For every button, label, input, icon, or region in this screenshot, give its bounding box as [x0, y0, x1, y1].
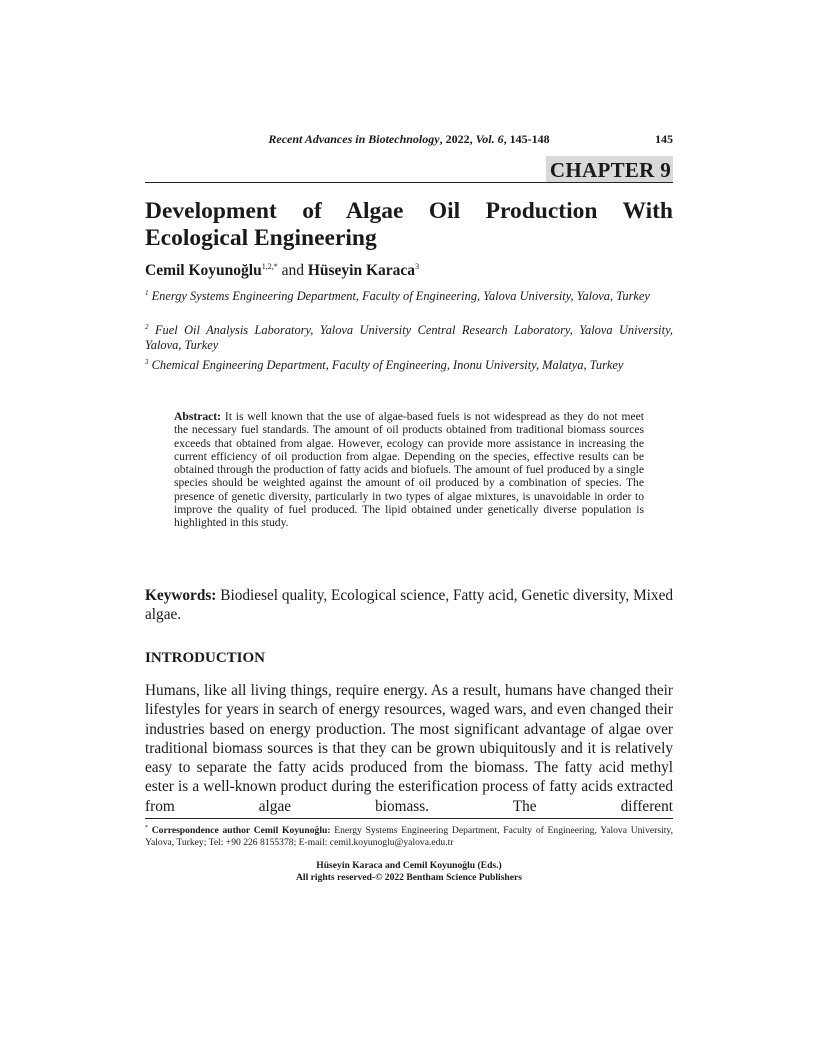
affiliation-2-text: Fuel Oil Analysis Laboratory, Yalova University Central Research Laboratory, Yalova University, Yalova, Turkey — [145, 323, 673, 352]
running-head — [145, 132, 673, 150]
footnote-text: Energy Systems Engineering Department, Faculty of Engineering, Yalova University, Yalova, Turkey; Tel: +90 226 8155378; E-mail: cemil.koyunoglu@yalova.edu.tr — [145, 825, 673, 848]
chapter-label: CHAPTER 9 — [546, 156, 673, 182]
affiliation-3-text: Chemical Engineering Department, Faculty of Engineering, Inonu University, Malatya, Turkey — [151, 358, 624, 372]
abstract-label: Abstract: — [174, 410, 222, 423]
title-line-2: Ecological Engineering — [145, 225, 377, 251]
journal-citation: Recent Advances in Biotechnology, 2022, Vol. 6, 145-148 — [268, 132, 550, 146]
journal-name: Recent Advances in Biotechnology — [268, 132, 440, 146]
keywords — [145, 586, 673, 624]
footnote-label: Correspondence author Cemil Koyunoğlu: — [151, 825, 331, 836]
journal-pages: 145-148 — [509, 132, 550, 146]
rights-line: All rights reserved-© 2022 Bentham Science Publishers — [295, 872, 523, 883]
editors-line: Hüseyin Karaca and Cemil Koyunoğlu (Eds.) — [316, 860, 502, 871]
journal-year: 2022 — [445, 132, 470, 146]
affiliation-1-number: 1 — [145, 289, 149, 297]
correspondence-footnote — [145, 822, 673, 849]
page-number: 145 — [655, 132, 673, 146]
title-line-1: Development of Algae Oil Production With — [145, 198, 673, 224]
affiliation-1-text: Energy Systems Engineering Department, Faculty of Engineering, Yalova University, Yalova, Turkey — [151, 289, 650, 303]
affiliation-2-number: 2 — [145, 323, 149, 331]
header-divider — [145, 182, 673, 183]
section-heading: INTRODUCTION — [145, 650, 266, 666]
footnote-divider — [145, 818, 673, 819]
author-1: Cemil Koyunoğlu — [145, 262, 262, 279]
keywords-text: Biodiesel quality, Ecological science, Fatty acid, Genetic diversity, Mixed algae. — [145, 587, 674, 623]
author-conjunction: and — [281, 262, 304, 279]
affiliation-3 — [145, 355, 673, 373]
affiliation-1 — [145, 286, 673, 304]
author-list — [145, 262, 419, 280]
abstract-text: It is well known that the use of algae-based fuels is not widespread as they do not meet the necessary fuel standards. The amount of oil products obtained from traditional biomass sources exceeds that obtained from algae. However, ecology can provide more assistance in increasing the current efficiency of oil production from algae. Depending on the species, effective results can be obtained through the production of fatty acids and biofuels. The amount of fuel produced by a single species should be weighted against the amount of oil produced by a combination of species. The presence of genetic diversity, particularly in two types of algae mixtures, is unavoidable in order to improve the quality of fuel produced. The lipid obtained under genetically diverse population is highlighted in this study. — [174, 410, 644, 530]
keywords-label: Keywords: — [145, 587, 217, 604]
affiliation-2 — [145, 320, 673, 353]
footnote-mark: * — [145, 825, 148, 831]
abstract — [174, 410, 644, 530]
introduction-paragraph: Humans, like all living things, require energy. As a result, humans have changed their lifestyles for years in search of energy resources, waged wars, and even changed their industries based on energy production. The most significant advantage of algae over traditional biomass sources is that they can be grown ubiquitously and it is relatively easy to separate the fatty acids produced from the biomass. The fatty acid methyl ester is a well-known product during the esterification process of fatty acids extracted from algae biomass. The different — [145, 682, 673, 815]
publisher-info — [145, 860, 673, 884]
author-1-affil: 1,2,* — [261, 262, 278, 271]
paper-title — [145, 198, 673, 252]
author-2-affil: 3 — [415, 262, 420, 271]
journal-volume: Vol. 6 — [475, 132, 504, 146]
affiliation-3-number: 3 — [145, 358, 149, 366]
author-2: Hüseyin Karaca — [307, 262, 416, 279]
